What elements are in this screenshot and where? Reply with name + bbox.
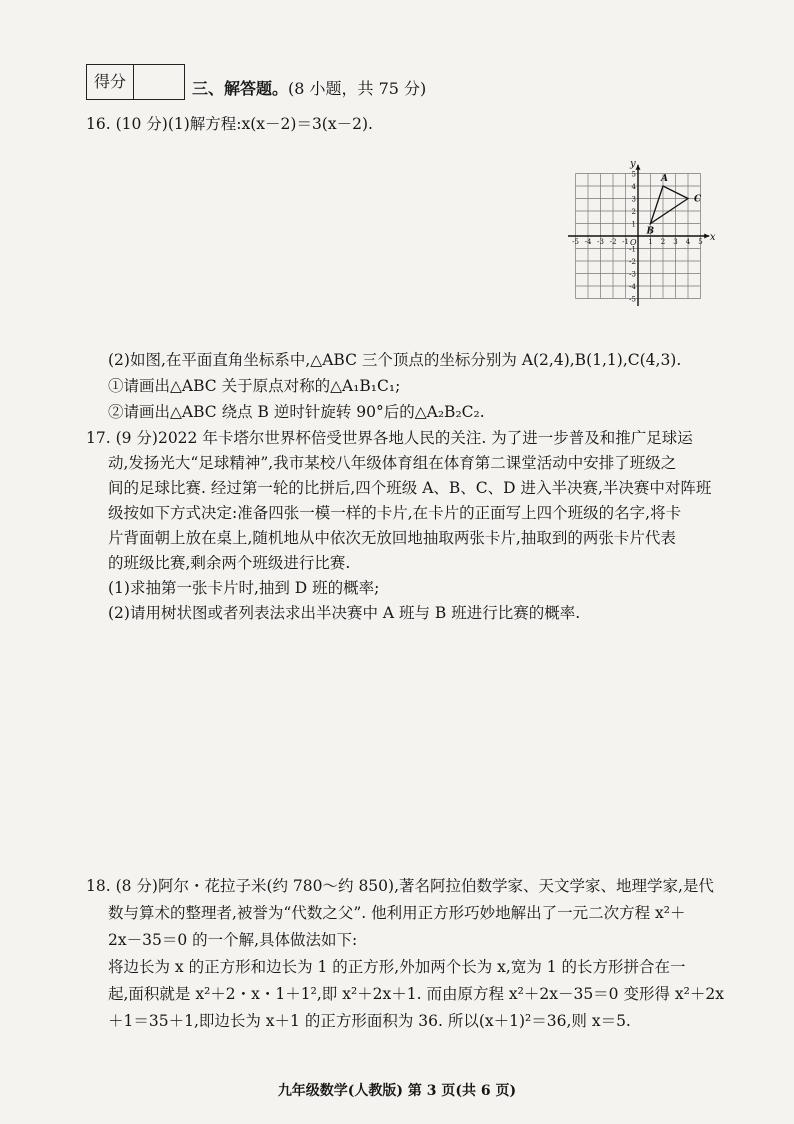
y-tick-label: -3 — [629, 270, 636, 279]
coordinate-grid-svg — [568, 158, 728, 308]
origin-label: O — [630, 238, 637, 247]
q16-part2-item1: ①请画出△ABC 关于原点对称的△A₁B₁C₁; — [108, 377, 401, 395]
y-tick-label: -4 — [629, 283, 636, 291]
y-tick-label: 1 — [631, 220, 636, 229]
vertex-label: C — [694, 194, 702, 205]
triangle-abc — [651, 186, 689, 224]
q18-line: 18. (8 分)阿尔・花拉子米(约 780～约 850),著名阿拉伯数学家、天文学家、地理学家,是代 — [86, 877, 714, 895]
q17-line: 片背面朝上放在桌上,随机地从中依次无放回地抽取两张卡片,抽取到的两张卡片代表 — [108, 529, 676, 547]
q17-line: 级按如下方式决定:准备四张一模一样的卡片,在卡片的正面写上四个班级的名字,将卡 — [108, 504, 682, 522]
x-tick-label: -3 — [597, 238, 604, 246]
y-tick-label: -1 — [629, 245, 636, 254]
x-tick-label: 2 — [660, 238, 666, 246]
q18-line: 2x－35＝0 的一个解,具体做法如下: — [108, 931, 358, 949]
vertex-label: A — [661, 174, 668, 184]
q16-part2-intro: (2)如图,在平面直角坐标系中,△ABC 三个顶点的坐标分别为 A(2,4),B(1,1),C(4,3). — [108, 351, 682, 369]
q17-line: (2)请用树状图或者列表法求出半决赛中 A 班与 B 班进行比赛的概率. — [108, 604, 581, 622]
section-title — [192, 76, 426, 99]
score-box — [86, 64, 185, 100]
y-tick-label: 3 — [631, 195, 636, 204]
q17-line: (1)求抽第一张卡片时,抽到 D 班的概率; — [108, 579, 380, 597]
y-tick-label: 4 — [631, 183, 636, 191]
x-tick-label: 1 — [648, 238, 653, 246]
x-axis-arrow — [704, 234, 709, 239]
x-tick-label: 5 — [698, 238, 703, 246]
x-axis-label: x — [709, 232, 716, 243]
x-tick-label: 4 — [685, 238, 691, 246]
y-tick-label: 2 — [631, 208, 636, 216]
q17-line: 间的足球比赛. 经过第一轮的比拼后,四个班级 A、B、C、D 进入半决赛,半决赛中对阵班 — [108, 479, 712, 497]
vertex-label: B — [646, 226, 655, 237]
q17-line: 动,发扬光大“足球精神”,我市某校八年级体育组在体育第二课堂活动中安排了班级之 — [108, 454, 677, 472]
x-tick-label: -1 — [622, 238, 629, 246]
coordinate-figure — [568, 158, 728, 312]
q18-line: ＋1＝35＋1,即边长为 x＋1 的正方形面积为 36. 所以(x＋1)²＝36,则 x＝5. — [108, 1012, 631, 1030]
score-blank — [134, 65, 184, 99]
q17-line: 17. (9 分)2022 年卡塔尔世界杯倍受世界各地人民的关注. 为了进一步普及和推广足球运 — [86, 429, 693, 447]
q18-line: 将边长为 x 的正方形和边长为 1 的正方形,外加两个长为 x,宽为 1 的长方形拼合在一 — [108, 958, 686, 976]
page-footer: 九年级数学(人教版) 第 3 页(共 6 页) — [277, 1083, 517, 1099]
x-tick-label: 3 — [673, 238, 678, 246]
x-tick-label: -5 — [572, 238, 579, 246]
q18-line: 数与算术的整理者,被誉为“代数之父”. 他利用正方形巧妙地解出了一元二次方程 x²＋ — [108, 904, 686, 922]
score-label: 得分 — [87, 65, 134, 99]
x-tick-label: -4 — [584, 238, 592, 246]
q18-block — [86, 874, 724, 1036]
section-note: (8 小题，共 75 分) — [288, 79, 427, 98]
q18-line: 起,面积就是 x²＋2・x・1＋1²,即 x²＋2x＋1. 而由原方程 x²＋2x－35＝0 变形得 x²＋2x — [108, 985, 724, 1003]
y-axis-arrow — [636, 165, 641, 170]
q17-line: 的班级比赛,剩余两个班级进行比赛. — [108, 554, 351, 572]
x-tick-label: -2 — [609, 238, 617, 246]
y-tick-label: 5 — [631, 170, 636, 179]
q17-block — [86, 426, 711, 626]
q16-line1: 16. (10 分)(1)解方程:x(x－2)＝3(x－2). — [86, 115, 373, 133]
y-axis-label: y — [630, 158, 636, 170]
q16-part2-item2: ②请画出△ABC 绕点 B 逆时针旋转 90°后的△A₂B₂C₂. — [108, 403, 485, 421]
y-tick-label: -2 — [629, 258, 636, 266]
y-tick-label: -5 — [629, 295, 636, 304]
section-title-text: 三、解答题。 — [192, 79, 289, 98]
